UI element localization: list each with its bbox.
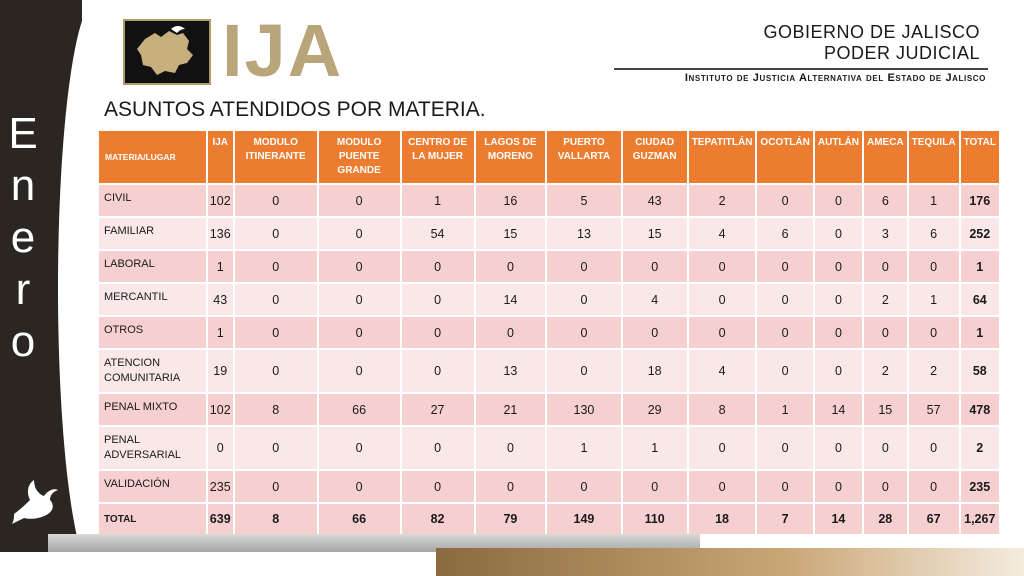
month-letter: E [8, 109, 38, 158]
institute-name: Instituto de Justicia Alternativa del Estado de Jalisco [684, 72, 986, 84]
column-header: AUTLÁN [815, 131, 862, 183]
table-cell: 0 [815, 185, 862, 216]
table-cell: 2 [864, 284, 907, 315]
table-cell: 0 [689, 284, 756, 315]
table-cell: 1 [909, 284, 959, 315]
row-label: PENAL ADVERSARIAL [99, 427, 206, 469]
table-cell: 14 [815, 504, 862, 534]
table-cell: 130 [547, 394, 620, 425]
table-cell: 0 [689, 251, 756, 282]
column-header: LAGOS DE MORENO [476, 131, 546, 183]
table-cell: 57 [909, 394, 959, 425]
column-header: MODULO ITINERANTE [235, 131, 317, 183]
table-cell: 29 [623, 394, 687, 425]
month-letter: e [10, 213, 36, 262]
table-cell: 1 [623, 427, 687, 469]
footer-gold-stripe [436, 548, 1024, 576]
table-cell: 0 [319, 471, 400, 502]
table-cell: 0 [757, 185, 812, 216]
row-total: 1 [961, 317, 999, 348]
month-label [6, 108, 40, 368]
table-cell: 2 [909, 350, 959, 392]
table-cell: 0 [815, 471, 862, 502]
table-cell: 2 [689, 185, 756, 216]
table-cell: 102 [208, 185, 233, 216]
table-cell: 43 [623, 185, 687, 216]
table-cell: 235 [208, 471, 233, 502]
table-cell: 15 [864, 394, 907, 425]
jalisco-logo [123, 19, 211, 85]
table-cell: 0 [909, 471, 959, 502]
table-cell: 3 [864, 218, 907, 249]
footer-white-band [0, 552, 440, 576]
table-cell: 2 [864, 350, 907, 392]
table-cell: 18 [689, 504, 756, 534]
table-body [99, 185, 999, 534]
table-cell: 0 [864, 427, 907, 469]
table-cell: 4 [689, 218, 756, 249]
judicial-power-name: PODER JUDICIAL [823, 43, 980, 63]
table-cell: 5 [547, 185, 620, 216]
table-cell: 0 [757, 471, 812, 502]
table-cell: 67 [909, 504, 959, 534]
row-label: FAMILIAR [99, 218, 206, 249]
page-title: ASUNTOS ATENDIDOS POR MATERIA. [104, 98, 486, 121]
column-header: MODULO PUENTE GRANDE [319, 131, 400, 183]
month-letter: n [10, 161, 36, 210]
table-cell: 0 [815, 251, 862, 282]
table-cell: 0 [235, 317, 317, 348]
table-row [99, 251, 999, 282]
table-cell: 15 [476, 218, 546, 249]
table-cell: 19 [208, 350, 233, 392]
table-cell: 1 [909, 185, 959, 216]
table-cell: 66 [319, 394, 400, 425]
row-label: LABORAL [99, 251, 206, 282]
table-cell: 0 [547, 251, 620, 282]
table-cell: 0 [909, 427, 959, 469]
table-cell: 0 [623, 317, 687, 348]
table-cell: 0 [319, 218, 400, 249]
table-cell: 0 [319, 427, 400, 469]
column-header: MATERIA/LUGAR [99, 131, 206, 183]
ija-logo-text: IJA [222, 9, 344, 92]
table-cell: 0 [909, 251, 959, 282]
table-row [99, 350, 999, 392]
table-cell: 0 [476, 427, 546, 469]
row-total: 2 [961, 427, 999, 469]
government-name: GOBIERNO DE JALISCO [763, 22, 980, 42]
table-cell: 27 [402, 394, 474, 425]
table-cell: 0 [235, 284, 317, 315]
table-cell: 6 [909, 218, 959, 249]
table-cell: 0 [623, 251, 687, 282]
header-divider [614, 68, 988, 70]
table-cell: 102 [208, 394, 233, 425]
table-cell: 4 [623, 284, 687, 315]
table-cell: 136 [208, 218, 233, 249]
table-cell: 0 [689, 471, 756, 502]
table-cell: 0 [319, 251, 400, 282]
table-cell: 639 [208, 504, 233, 534]
table-cell: 0 [235, 471, 317, 502]
row-total: 252 [961, 218, 999, 249]
table-row [99, 317, 999, 348]
row-total: 1 [961, 251, 999, 282]
table-cell: 0 [815, 317, 862, 348]
table-cell: 0 [402, 471, 474, 502]
row-total: 58 [961, 350, 999, 392]
table-row [99, 427, 999, 469]
table-cell: 8 [235, 394, 317, 425]
row-total: 1,267 [961, 504, 999, 534]
table-cell: 0 [547, 284, 620, 315]
table-cell: 0 [402, 350, 474, 392]
table-cell: 13 [476, 350, 546, 392]
table-row [99, 284, 999, 315]
row-total: 64 [961, 284, 999, 315]
table-cell: 1 [757, 394, 812, 425]
table-cell: 0 [319, 350, 400, 392]
column-header: TOTAL [961, 131, 999, 183]
table-cell: 0 [815, 218, 862, 249]
table-cell: 0 [476, 471, 546, 502]
table-cell: 18 [623, 350, 687, 392]
table-cell: 0 [623, 471, 687, 502]
row-label: CIVIL [99, 185, 206, 216]
table-cell: 110 [623, 504, 687, 534]
row-label: MERCANTIL [99, 284, 206, 315]
table-cell: 82 [402, 504, 474, 534]
table-cell: 0 [235, 427, 317, 469]
month-letter: o [10, 317, 36, 366]
row-label: TOTAL [99, 504, 206, 534]
table-cell: 0 [476, 251, 546, 282]
table-cell: 0 [757, 317, 812, 348]
table-cell: 0 [815, 284, 862, 315]
table-cell: 1 [547, 427, 620, 469]
table-row [99, 394, 999, 425]
table-cell: 1 [208, 251, 233, 282]
table-cell: 0 [235, 218, 317, 249]
column-header: CIUDAD GUZMAN [623, 131, 687, 183]
table-cell: 0 [235, 251, 317, 282]
table-cell: 0 [402, 427, 474, 469]
row-label: PENAL MIXTO [99, 394, 206, 425]
table-cell: 14 [815, 394, 862, 425]
table-cell: 8 [235, 504, 317, 534]
table-cell: 0 [864, 251, 907, 282]
table-cell: 0 [689, 427, 756, 469]
table-cell: 0 [319, 185, 400, 216]
table-cell: 21 [476, 394, 546, 425]
table-cell: 0 [208, 427, 233, 469]
row-total: 176 [961, 185, 999, 216]
table-cell: 1 [402, 185, 474, 216]
table-cell: 0 [757, 350, 812, 392]
table-cell: 16 [476, 185, 546, 216]
table-row [99, 185, 999, 216]
row-total: 235 [961, 471, 999, 502]
table-cell: 14 [476, 284, 546, 315]
table-cell: 0 [547, 350, 620, 392]
table-cell: 0 [757, 284, 812, 315]
table-cell: 43 [208, 284, 233, 315]
column-header: OCOTLÁN [757, 131, 812, 183]
column-header: PUERTO VALLARTA [547, 131, 620, 183]
table-cell: 6 [757, 218, 812, 249]
table-cell: 0 [547, 471, 620, 502]
table-row [99, 218, 999, 249]
row-label: OTROS [99, 317, 206, 348]
column-header: IJA [208, 131, 233, 183]
table-cell: 0 [864, 317, 907, 348]
table-cell: 0 [815, 427, 862, 469]
table-cell: 0 [319, 284, 400, 315]
column-header: AMECA [864, 131, 907, 183]
table-cell: 0 [319, 317, 400, 348]
row-total: 478 [961, 394, 999, 425]
table-cell: 13 [547, 218, 620, 249]
table-cell: 0 [476, 317, 546, 348]
table-cell: 15 [623, 218, 687, 249]
row-label: ATENCION COMUNITARIA [99, 350, 206, 392]
row-label: VALIDACIÓN [99, 471, 206, 502]
table-cell: 4 [689, 350, 756, 392]
table-cell: 54 [402, 218, 474, 249]
table-cell: 0 [402, 317, 474, 348]
table-header-row [99, 131, 999, 183]
table-cell: 149 [547, 504, 620, 534]
table-cell: 0 [909, 317, 959, 348]
table-cell: 0 [757, 251, 812, 282]
column-header: CENTRO DE LA MUJER [402, 131, 474, 183]
jalisco-map-logo-icon [131, 25, 203, 79]
table-cell: 0 [402, 284, 474, 315]
table-cell: 28 [864, 504, 907, 534]
table-cell: 8 [689, 394, 756, 425]
table-cell: 0 [757, 427, 812, 469]
column-header: TEPATITLÁN [689, 131, 756, 183]
table-cell: 79 [476, 504, 546, 534]
table-cell: 0 [547, 317, 620, 348]
table-cell: 0 [235, 185, 317, 216]
column-header: TEQUILA [909, 131, 959, 183]
dove-icon [8, 478, 60, 526]
table-cell: 0 [815, 350, 862, 392]
table-cell: 6 [864, 185, 907, 216]
table-cell: 1 [208, 317, 233, 348]
table-cell: 0 [235, 350, 317, 392]
month-letter: r [15, 265, 31, 314]
table-row [99, 471, 999, 502]
matters-table [97, 129, 1001, 536]
table-cell: 0 [689, 317, 756, 348]
table-cell: 0 [402, 251, 474, 282]
table-cell: 7 [757, 504, 812, 534]
table-row [99, 504, 999, 534]
table-cell: 66 [319, 504, 400, 534]
table-cell: 0 [864, 471, 907, 502]
